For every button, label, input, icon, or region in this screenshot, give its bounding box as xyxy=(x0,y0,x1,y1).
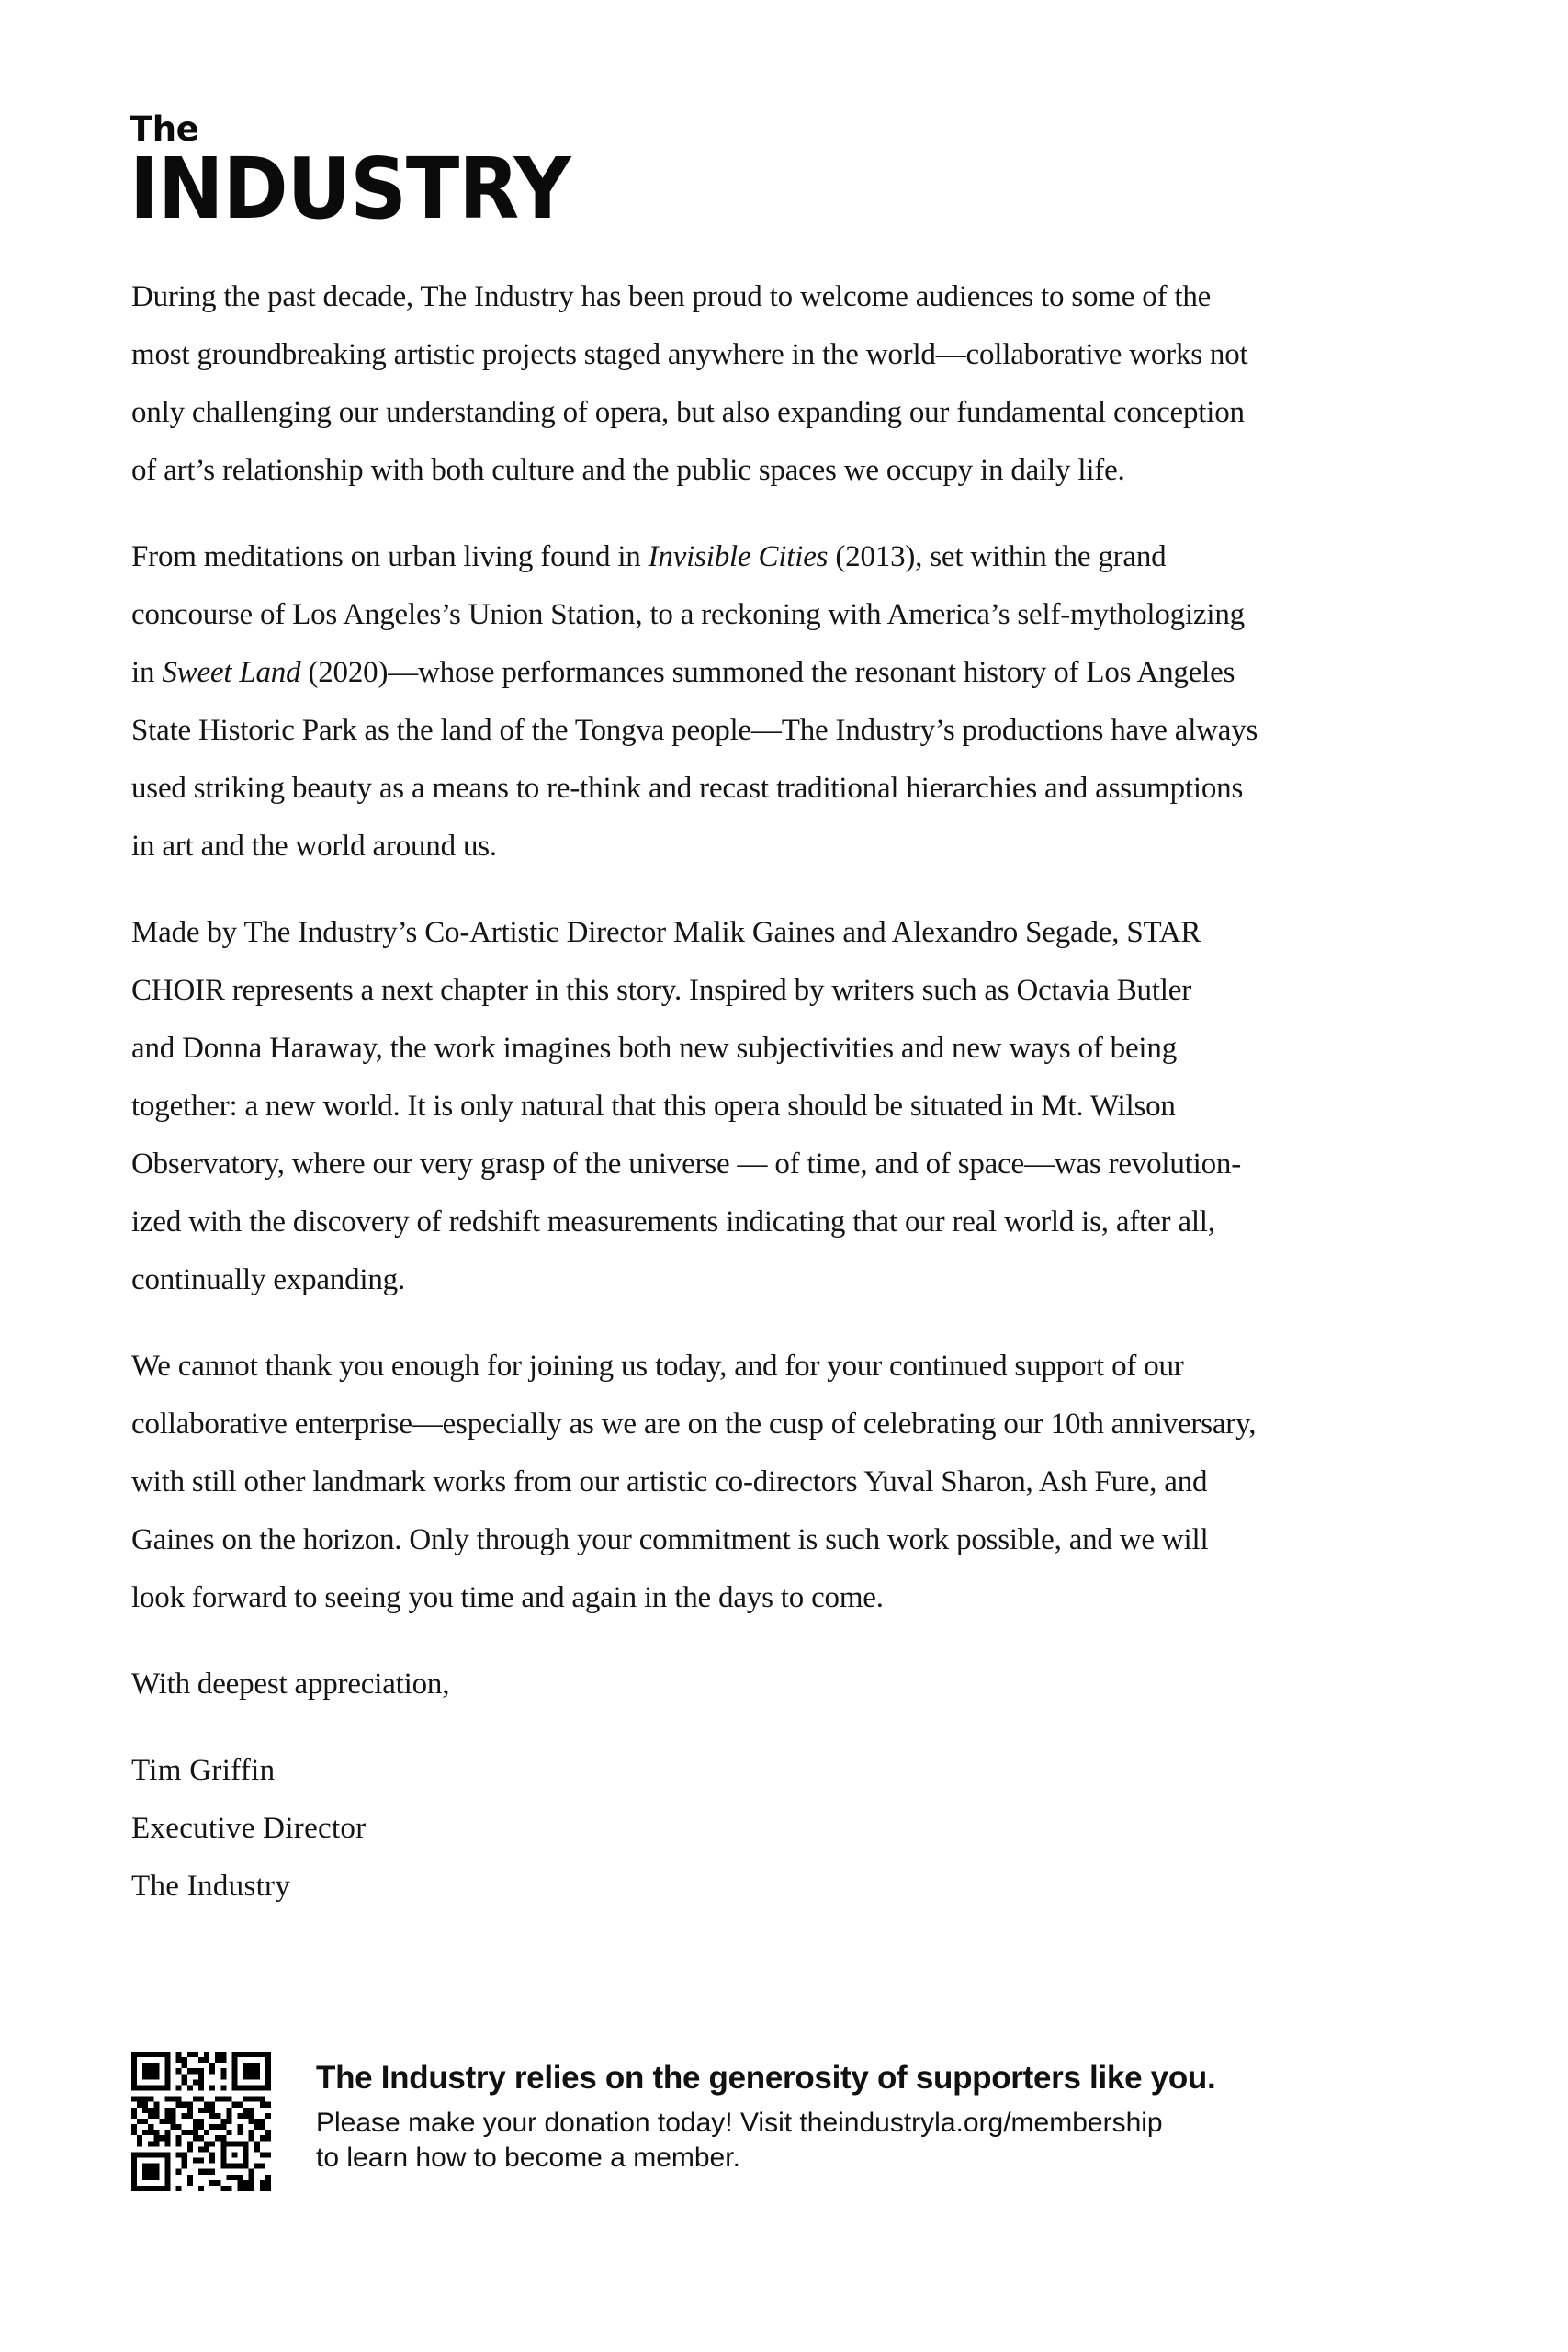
the-industry-logo xyxy=(130,109,604,238)
paragraph-productions xyxy=(131,528,1454,876)
text-line: of art’s relationship with both culture and the public spaces we occupy in daily life. xyxy=(131,454,1125,487)
paragraph-intro xyxy=(131,268,1454,500)
signature-title: Executive Director xyxy=(131,1812,367,1845)
donation-instructions-line-2: to learn how to become a member. xyxy=(316,2143,740,2173)
text-line: ized with the discovery of redshift measurements indicating that our real world is, after all, xyxy=(131,1205,1215,1238)
text-line: continually expanding. xyxy=(131,1263,406,1296)
logo-industry-text: INDUSTRY xyxy=(130,140,570,238)
signature-name: Tim Griffin xyxy=(131,1754,276,1787)
donation-heading: The Industry relies on the generosity of supporters like you. xyxy=(316,2060,1216,2096)
text-line: and Donna Haraway, the work imagines both new subjectivities and new ways of being xyxy=(131,1032,1177,1065)
text-segment: in xyxy=(131,656,163,689)
text-line: collaborative enterprise—especially as we are on the cusp of celebrating our 10th anniversary, xyxy=(131,1408,1257,1441)
donation-instructions xyxy=(316,2106,1215,2176)
qr-code-icon[interactable] xyxy=(131,2052,271,2191)
text-line: During the past decade, The Industry has been proud to welcome audiences to some of the xyxy=(131,280,1212,313)
logo-the-text: The xyxy=(130,109,199,149)
work-title-sweet-land: Sweet Land xyxy=(162,656,301,689)
closing xyxy=(131,1656,1454,1713)
text-line xyxy=(131,644,1454,702)
text-line: with still other landmark works from our artistic co-directors Yuval Sharon, Ash Fure, and xyxy=(131,1465,1208,1498)
text-line: Gaines on the horizon. Only through your commitment is such work possible, and we will xyxy=(131,1523,1209,1556)
text-line: only challenging our understanding of opera, but also expanding our fundamental conception xyxy=(131,396,1245,429)
text-line: in art and the world around us. xyxy=(131,830,497,863)
donation-message xyxy=(316,2058,1215,2176)
text-line xyxy=(131,528,1454,586)
closing-line: With deepest appreciation, xyxy=(131,1668,450,1701)
text-line: Observatory, where our very grasp of the universe — of time, and of space—was revolution- xyxy=(131,1148,1242,1181)
text-segment: (2013), set within the grand xyxy=(828,540,1167,573)
text-line: State Historic Park as the land of the Tongva people—The Industry’s productions have always xyxy=(131,714,1258,747)
text-line: concourse of Los Angeles’s Union Station, to a reckoning with America’s self-mythologizing xyxy=(131,598,1245,631)
text-line: We cannot thank you enough for joining us today, and for your continued support of our xyxy=(131,1350,1184,1383)
work-title-invisible-cities: Invisible Cities xyxy=(648,540,829,573)
paragraph-star-choir xyxy=(131,904,1454,1309)
text-segment: From meditations on urban living found in xyxy=(131,540,649,573)
text-line: CHOIR represents a next chapter in this story. Inspired by writers such as Octavia Butler xyxy=(131,974,1192,1007)
paragraph-thanks xyxy=(131,1338,1454,1627)
text-segment: (2020)—whose performances summoned the resonant history of Los Angeles xyxy=(300,656,1235,689)
donation-footer xyxy=(131,2051,1325,2198)
text-line: most groundbreaking artistic projects staged anywhere in the world—collaborative works not xyxy=(131,338,1248,371)
text-line: look forward to seeing you time and again in the days to come. xyxy=(131,1581,884,1614)
signature-organization: The Industry xyxy=(131,1870,291,1903)
text-line: together: a new world. It is only natural that this opera should be situated in Mt. Wilson xyxy=(131,1090,1176,1123)
donation-instructions-line-1: Please make your donation today! Visit theindustryla.org/membership xyxy=(316,2108,1163,2138)
text-line: Made by The Industry’s Co-Artistic Director Malik Gaines and Alexandro Segade, STAR xyxy=(131,916,1201,949)
letter-body xyxy=(131,268,1454,1916)
signature-block xyxy=(131,1742,1454,1916)
text-line: used striking beauty as a means to re-think and recast traditional hierarchies and assumptions xyxy=(131,772,1244,805)
